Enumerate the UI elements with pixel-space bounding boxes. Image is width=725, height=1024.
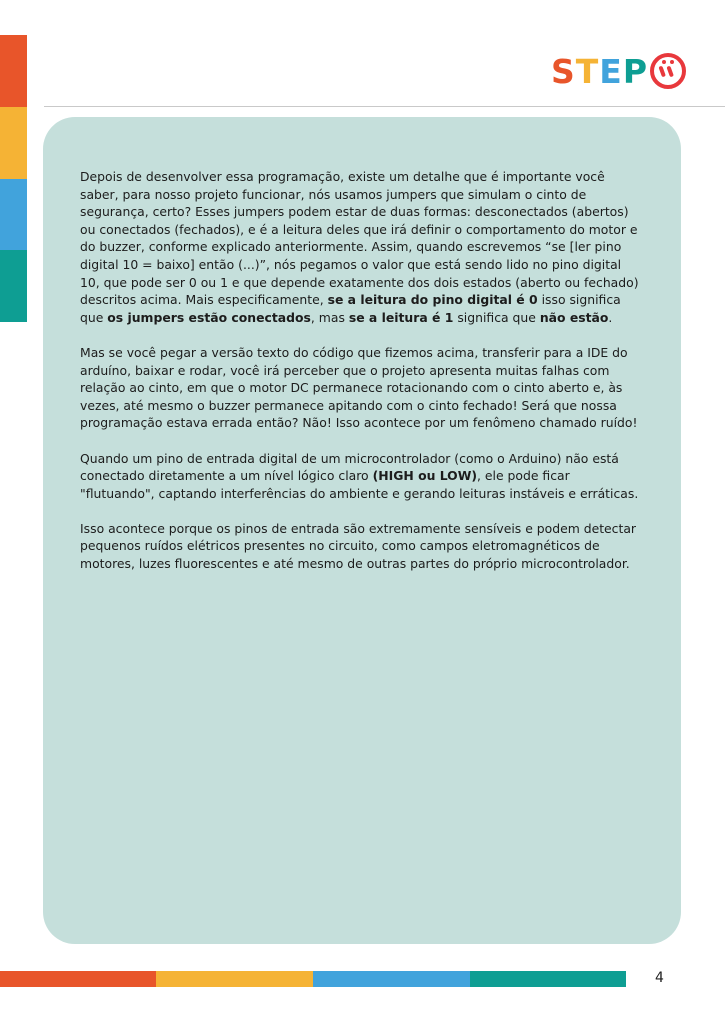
side-color-stripe: [0, 35, 27, 322]
bar-blue: [313, 971, 470, 987]
stripe-blue: [0, 179, 27, 251]
logo-letter-e: E: [599, 52, 623, 91]
header-divider: [44, 106, 725, 107]
page-number: 4: [655, 970, 664, 986]
stripe-teal: [0, 250, 27, 322]
bar-teal: [470, 971, 626, 987]
p1-text-f: .: [608, 309, 613, 325]
bar-orange: [0, 971, 156, 987]
paragraph-2: Mas se você pegar a versão texto do código que fizemos acima, transferir para a IDE do arduíno, baixar e rodar, você irá perceber que o projeto apresenta muitas falhas com relação ao cinto, em que o motor DC permanece rotacionando com o cinto aberto e, às vezes, até mesmo o buzzer permanece apitando com o cinto fechado! Será que nossa programação estava errada então? Não! Isso acontece por um fenômeno chamado ruído!: [80, 344, 638, 431]
dots-badge-icon: [649, 52, 687, 90]
logo-letter-s: S: [551, 52, 576, 91]
paragraph-1: [80, 168, 640, 326]
p3-text-a: Quando um pino de entrada digital de um microcontrolador (como o Arduino) não está conectado diretamente a um nível lógico claro: [80, 450, 619, 484]
p1-bold-1: se a leitura do pino digital é 0: [327, 292, 538, 308]
stripe-orange: [0, 35, 27, 107]
p1-text-c: isso significa que: [80, 292, 621, 325]
p1-bold-4: não estão: [539, 309, 609, 325]
logo-letter-p: P: [622, 52, 649, 91]
p1-text-d: , mas: [310, 309, 349, 325]
p1-bold-2: os jumpers estão conectados: [107, 309, 311, 325]
step-logo: [551, 50, 687, 94]
p3-text-c: , ele pode ficar "flutuando", captando interferências do ambiente e gerando leituras instáveis e erráticas.: [80, 468, 639, 501]
logo-letter-t: T: [575, 52, 600, 91]
paragraph-4: Isso acontece porque os pinos de entrada são extremamente sensíveis e podem detectar pequenos ruídos elétricos presentes no circuito, como campos eletromagnéticos de motores, luzes fluorescentes e até mesmo de outras partes do próprio microcontrolador.: [80, 520, 637, 572]
logo-wordmark: [551, 52, 648, 92]
p1-bold-3: se a leitura é 1: [348, 309, 454, 325]
p3-bold: (HIGH ou LOW): [372, 468, 478, 484]
bar-yellow: [156, 971, 313, 987]
p1-text-e: significa que: [453, 309, 540, 325]
stripe-yellow: [0, 107, 27, 179]
body-text: [80, 168, 640, 590]
bottom-color-bar: [0, 971, 626, 987]
p1-text-a: Depois de desenvolver essa programação, existe um detalhe que é importante você saber, para nosso projeto funcionar, nós usamos jumpers que simulam o cinto de segurança, certo? Esses jumpers podem estar de duas formas: desconectados (abertos) ou conectados (fechados), e é a leitura deles que irá definir o comportamento do motor e do buzzer, conforme explicado anteriormente. Assim, quando escrevemos “se [ler pino digital 10 = baixo] então (...)”, nós pegamos o valor que está sendo lido no pino digital 10, que pode ser 0 ou 1 e que depende exatamente dos dois estados (aberto ou fechado) descritos acima. Mais especificamente,: [80, 169, 639, 308]
paragraph-3: [80, 450, 640, 503]
